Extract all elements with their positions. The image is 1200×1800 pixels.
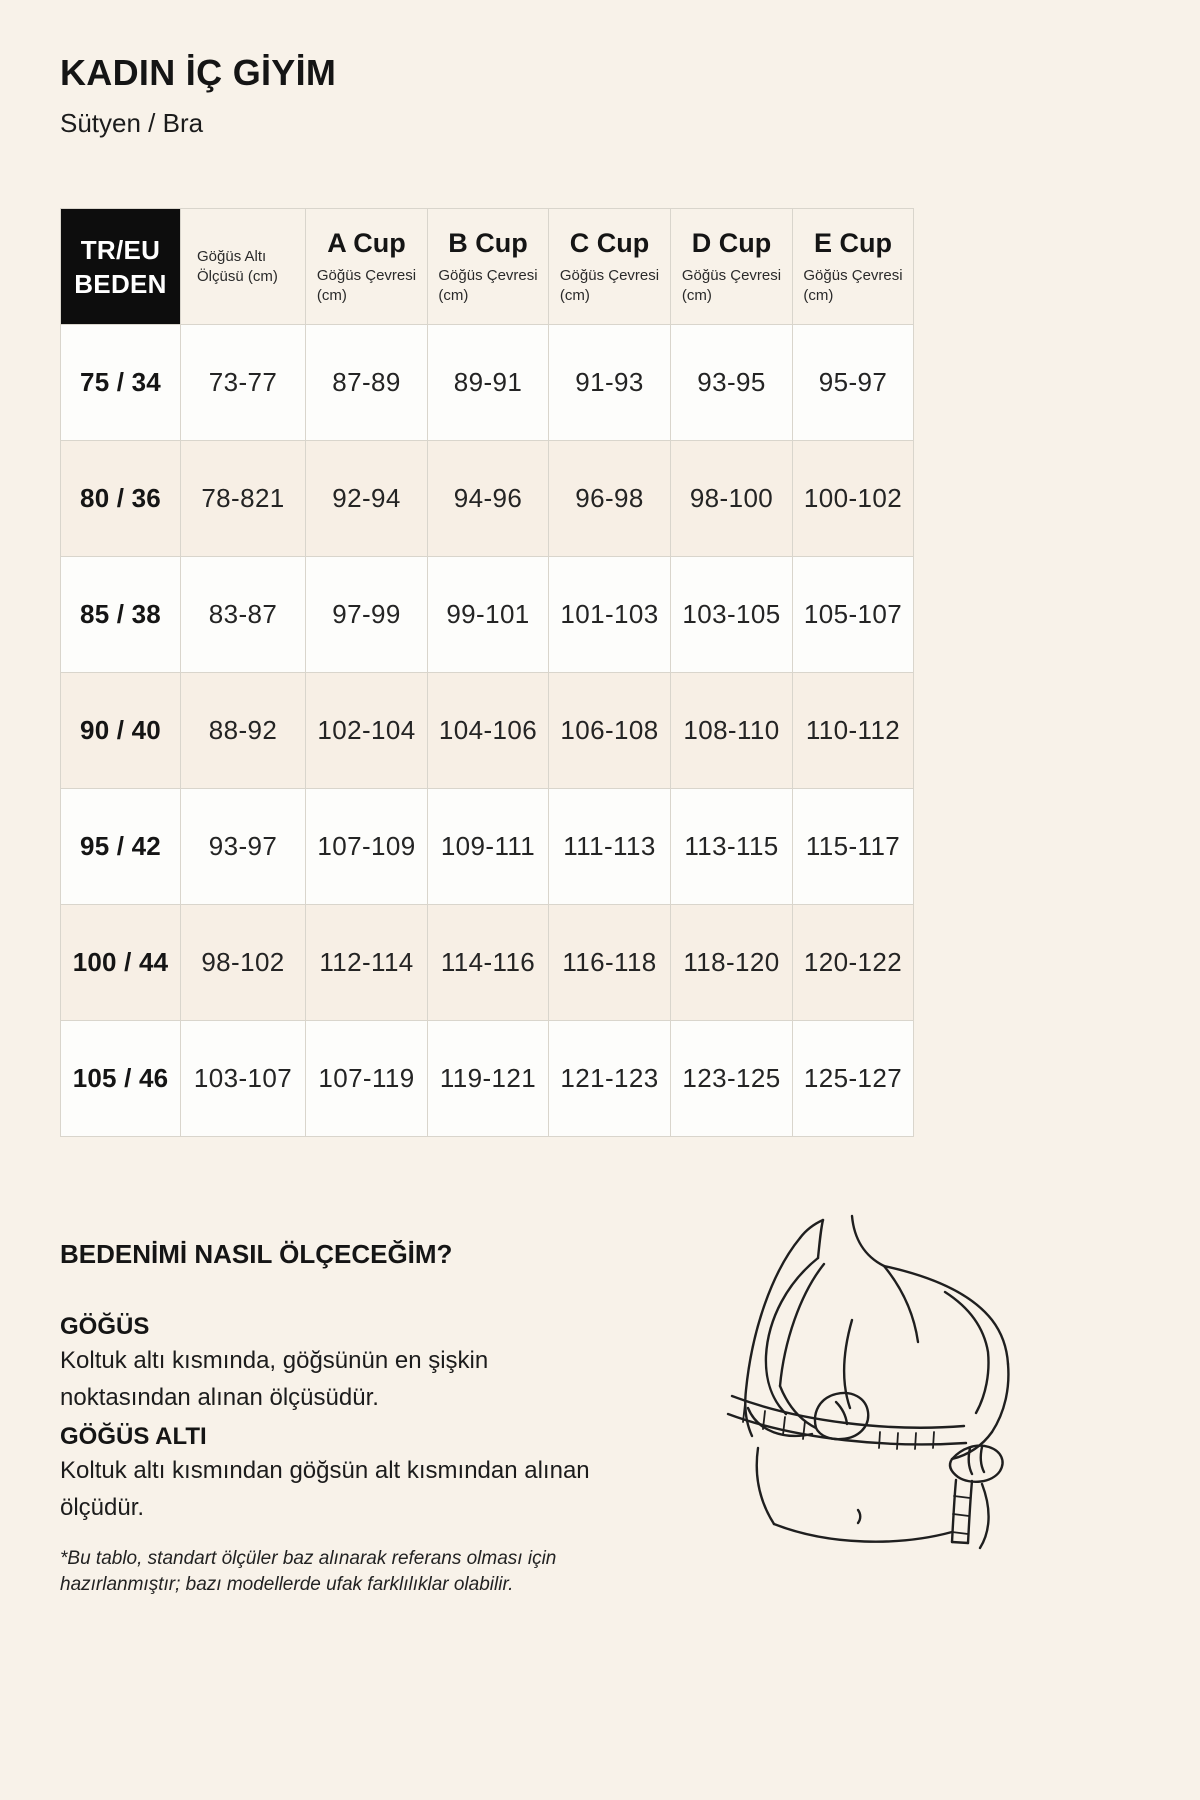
cup-d-cell: 93-95 <box>671 325 793 441</box>
e-cup-label: E Cup <box>814 227 892 258</box>
cup-b-cell: 114-116 <box>428 905 549 1021</box>
right-finger-line-2 <box>981 1447 984 1472</box>
header-b-cup <box>428 209 549 325</box>
torso-right-side <box>980 1484 989 1548</box>
b-cup-sublabel: Göğüs Çevresi (cm) <box>438 266 538 304</box>
a-cup-sublabel: Göğüs Çevresi (cm) <box>316 266 417 304</box>
size-row <box>61 789 914 905</box>
size-label-cell: 90 / 40 <box>61 673 181 789</box>
cup-b-cell: 99-101 <box>428 557 549 673</box>
underbust-header-label: Göğüs Altı Ölçüsü (cm) <box>197 247 278 285</box>
d-cup-sublabel: Göğüs Çevresi (cm) <box>681 266 782 304</box>
right-chest-curve <box>884 1266 918 1342</box>
cup-d-cell: 103-105 <box>671 557 793 673</box>
corner-line-1: TR/EU <box>80 234 161 265</box>
header-e-cup <box>793 209 914 325</box>
size-label-cell: 75 / 34 <box>61 325 181 441</box>
cup-e-cell: 115-117 <box>793 789 914 905</box>
right-hand <box>950 1446 1003 1482</box>
belly-curve <box>774 1524 952 1542</box>
size-label-cell: 80 / 36 <box>61 441 181 557</box>
underbust-description: Koltuk altı kısmından göğsün alt kısmından alınan ölçüdür. <box>60 1457 590 1521</box>
header-c-cup <box>549 209 671 325</box>
cup-c-cell: 111-113 <box>549 789 671 905</box>
cup-c-cell: 106-108 <box>549 673 671 789</box>
c-cup-sublabel: Göğüs Çevresi (cm) <box>559 266 660 304</box>
cup-c-cell: 121-123 <box>549 1021 671 1137</box>
size-label-cell: 95 / 42 <box>61 789 181 905</box>
header-underbust <box>181 209 306 325</box>
cup-a-cell: 87-89 <box>306 325 428 441</box>
underbust-cell: 83-87 <box>181 557 306 673</box>
underbust-cell: 73-77 <box>181 325 306 441</box>
cup-a-cell: 107-109 <box>306 789 428 905</box>
underbust-cell: 103-107 <box>181 1021 306 1137</box>
header-a-cup <box>306 209 428 325</box>
header-d-cup <box>671 209 793 325</box>
left-arm-inner <box>780 1264 824 1386</box>
cup-a-cell: 102-104 <box>306 673 428 789</box>
underbust-cell: 88-92 <box>181 673 306 789</box>
a-cup-label: A Cup <box>327 227 406 258</box>
neck-left-line <box>818 1220 823 1258</box>
left-hand <box>815 1393 868 1439</box>
right-shoulder-line <box>884 1266 1008 1364</box>
cup-d-cell: 118-120 <box>671 905 793 1021</box>
size-row <box>61 325 914 441</box>
bust-label: GÖĞÜS <box>60 1313 150 1340</box>
size-row <box>61 1021 914 1137</box>
underbust-cell: 78-821 <box>181 441 306 557</box>
left-forearm-inner <box>780 1386 816 1428</box>
underbust-label: GÖĞÜS ALTI <box>60 1423 207 1450</box>
torso-left-side <box>757 1448 774 1524</box>
cup-e-cell: 105-107 <box>793 557 914 673</box>
underbust-cell: 98-102 <box>181 905 306 1021</box>
page-subtitle: Sütyen / Bra <box>60 108 204 138</box>
measure-guide-heading: BEDENİMİ NASIL ÖLÇECEĞİM? <box>60 1239 453 1269</box>
page-title: KADIN İÇ GİYİM <box>60 52 337 93</box>
cup-b-cell: 94-96 <box>428 441 549 557</box>
size-label-cell: 105 / 46 <box>61 1021 181 1137</box>
cup-e-cell: 120-122 <box>793 905 914 1021</box>
cup-a-cell: 92-94 <box>306 441 428 557</box>
size-label-cell: 100 / 44 <box>61 905 181 1021</box>
cup-d-cell: 123-125 <box>671 1021 793 1137</box>
cup-c-cell: 116-118 <box>549 905 671 1021</box>
tape-end-tip <box>952 1542 968 1543</box>
cup-c-cell: 91-93 <box>549 325 671 441</box>
cup-d-cell: 108-110 <box>671 673 793 789</box>
disclaimer-footnote: *Bu tablo, standart ölçüler baz alınarak referans olması için hazırlanmıştır; bazı modellerde ufak farklılıklar olabilir. <box>60 1548 557 1595</box>
cup-b-cell: 89-91 <box>428 325 549 441</box>
cup-e-cell: 100-102 <box>793 441 914 557</box>
size-row <box>61 557 914 673</box>
cup-a-cell: 112-114 <box>306 905 428 1021</box>
cup-a-cell: 107-119 <box>306 1021 428 1137</box>
cup-b-cell: 119-121 <box>428 1021 549 1137</box>
neck-right-line <box>852 1216 884 1266</box>
e-cup-sublabel: Göğüs Çevresi (cm) <box>803 266 903 304</box>
size-label-cell: 85 / 38 <box>61 557 181 673</box>
d-cup-label: D Cup <box>691 227 772 258</box>
size-row <box>61 441 914 557</box>
cup-e-cell: 125-127 <box>793 1021 914 1137</box>
navel-mark <box>858 1510 860 1523</box>
bra-size-table <box>60 208 914 1137</box>
cup-a-cell: 97-99 <box>306 557 428 673</box>
size-row <box>61 673 914 789</box>
cup-d-cell: 98-100 <box>671 441 793 557</box>
cup-c-cell: 96-98 <box>549 441 671 557</box>
underbust-cell: 93-97 <box>181 789 306 905</box>
c-cup-label: C Cup <box>569 227 650 258</box>
cup-e-cell: 110-112 <box>793 673 914 789</box>
cup-b-cell: 104-106 <box>428 673 549 789</box>
cup-b-cell: 109-111 <box>428 789 549 905</box>
b-cup-label: B Cup <box>448 227 528 258</box>
measure-guide-section <box>60 1238 635 1604</box>
cup-d-cell: 113-115 <box>671 789 793 905</box>
header-tr-eu-beden <box>61 209 181 325</box>
bust-description: Koltuk altı kısmında, göğsünün en şişkin noktasından alınan ölçüsüdür. <box>60 1347 489 1411</box>
table-header-row <box>61 209 914 325</box>
corner-line-2: BEDEN <box>74 268 167 299</box>
bust-measurement-illustration <box>640 1180 1040 1560</box>
cup-c-cell: 101-103 <box>549 557 671 673</box>
size-row <box>61 905 914 1021</box>
cup-e-cell: 95-97 <box>793 325 914 441</box>
left-thumb-line <box>836 1402 847 1424</box>
right-arm-outer <box>992 1364 1008 1432</box>
